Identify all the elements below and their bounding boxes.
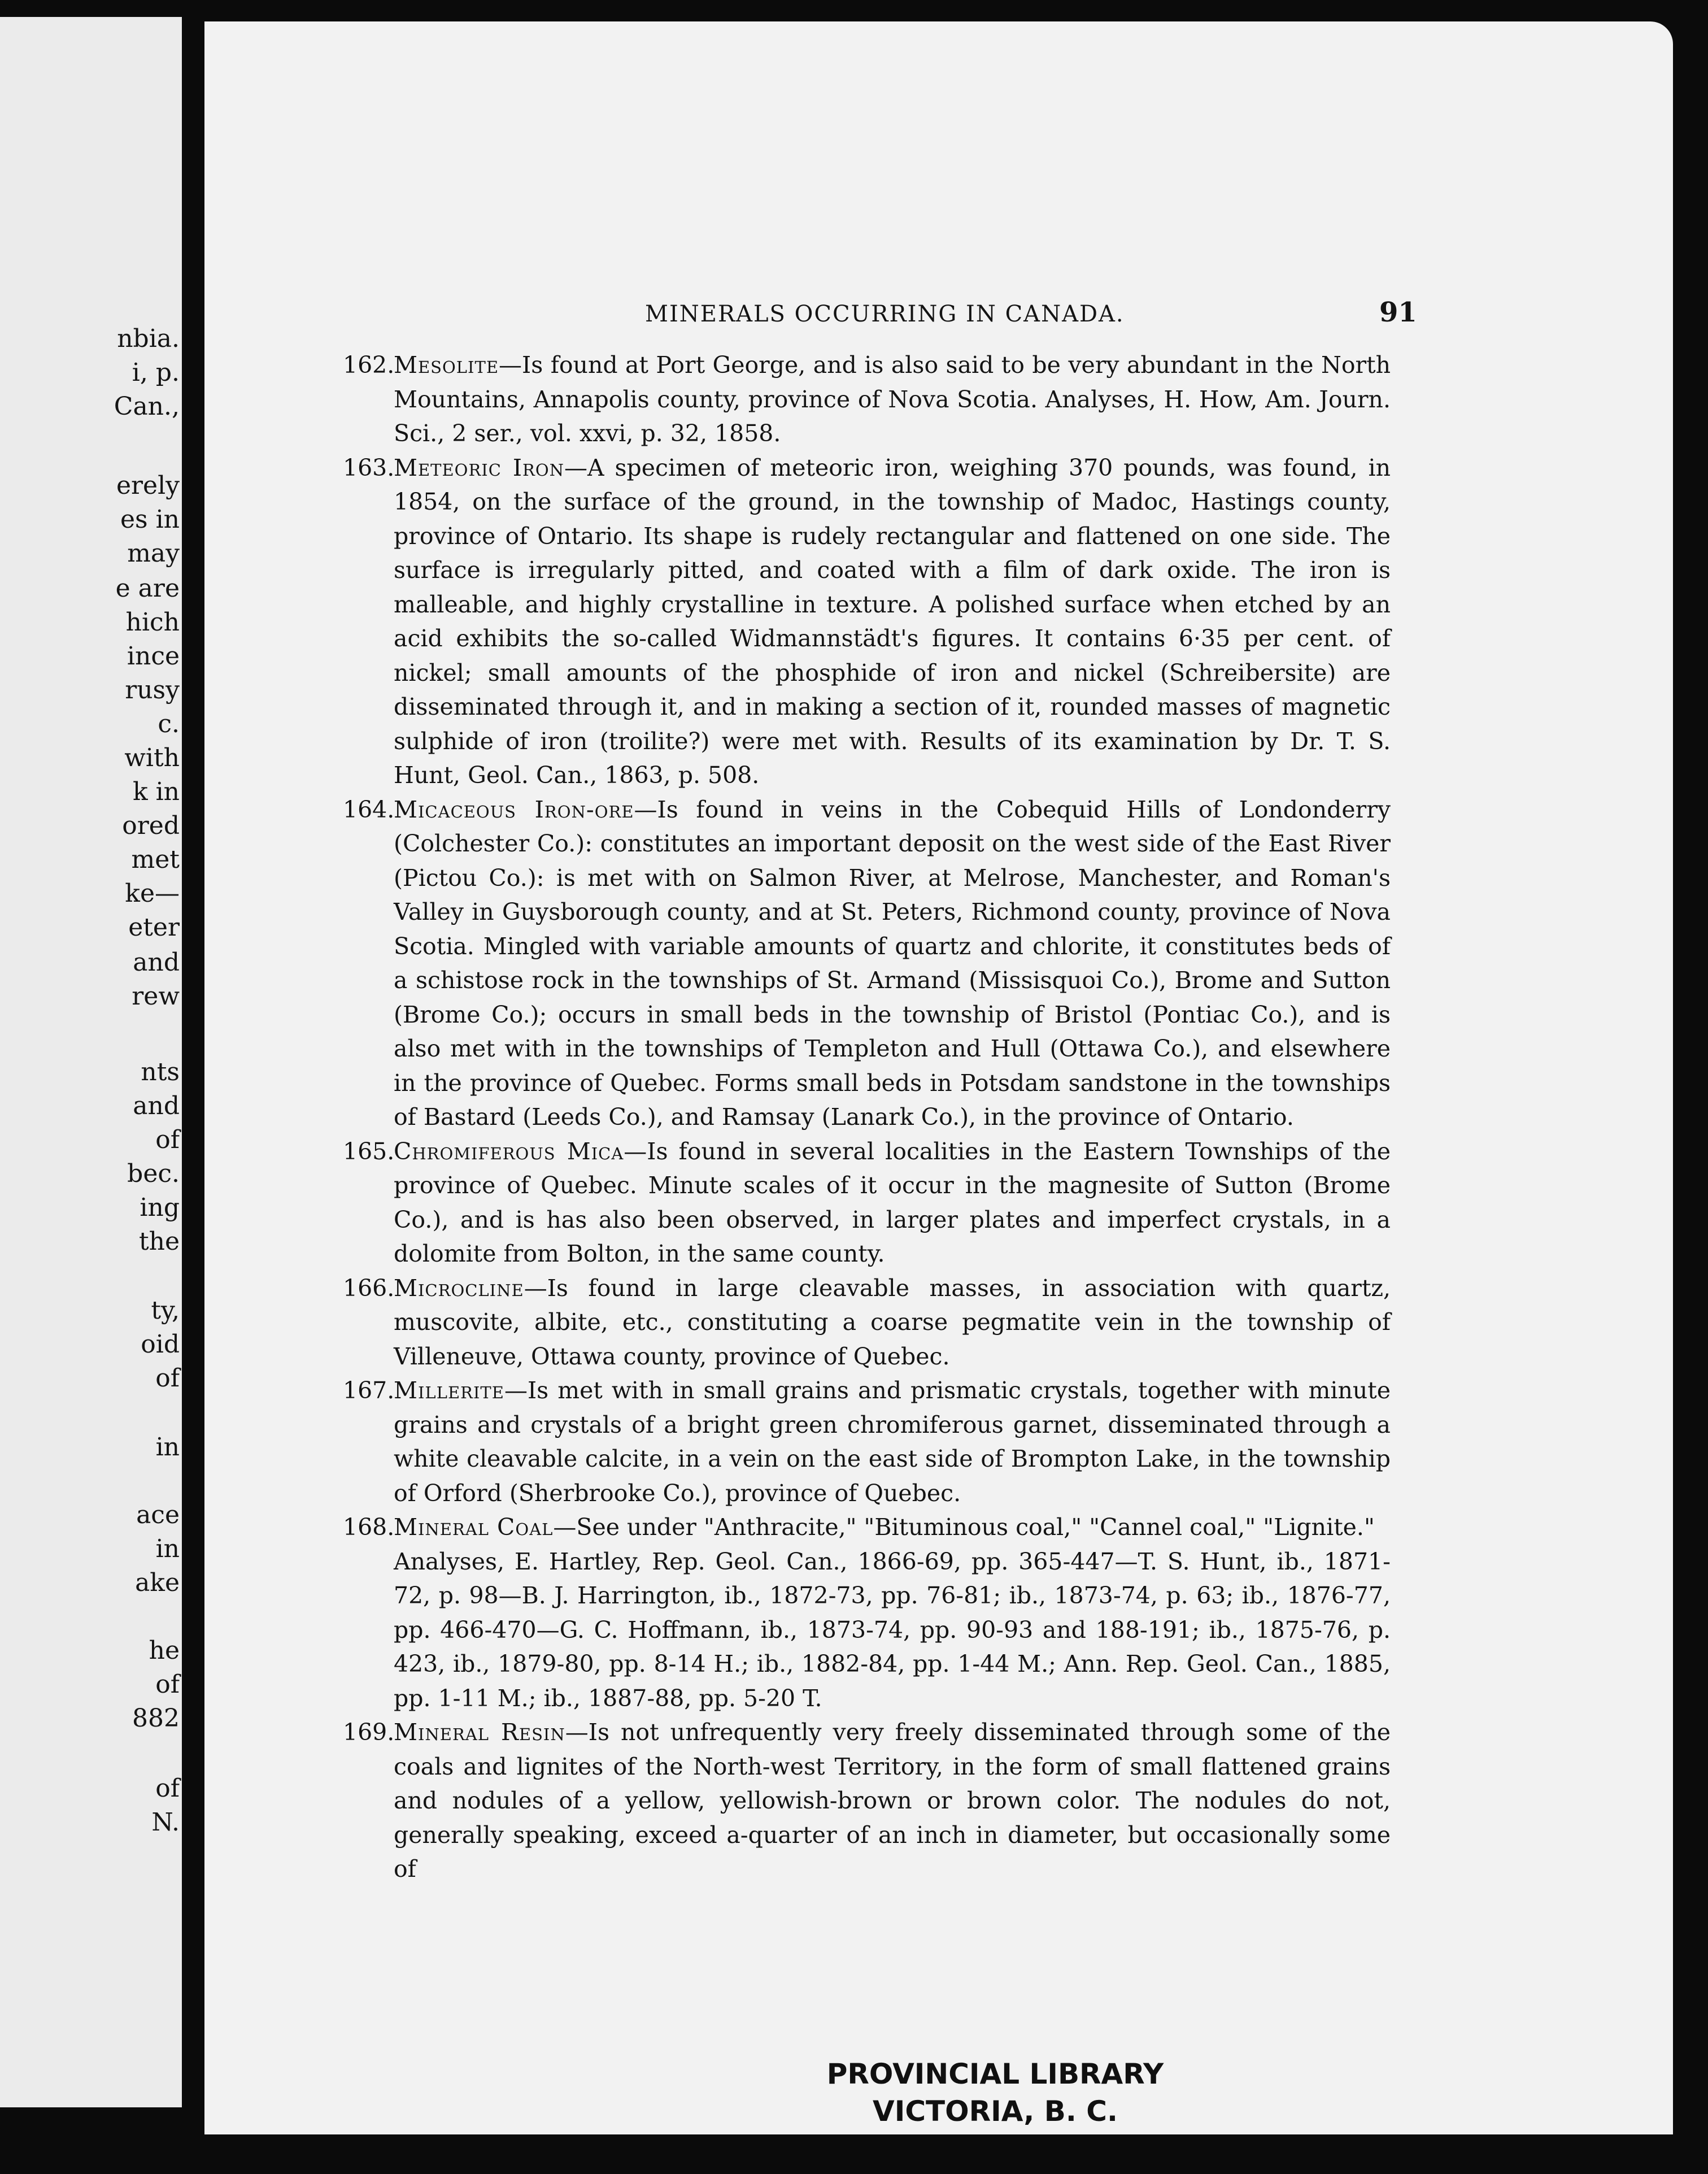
facing-page-line: Can.,	[114, 392, 180, 421]
facing-page-line: met	[131, 845, 180, 874]
stamp-line-2: VICTORIA, B. C.	[873, 2095, 1118, 2128]
entry-162	[343, 348, 1391, 451]
facing-page-line: the	[138, 1227, 180, 1256]
facing-page-line: and	[133, 948, 180, 977]
facing-page-line: may	[127, 539, 180, 568]
facing-page-line: 882	[132, 1704, 180, 1733]
facing-page-line: N.	[151, 1808, 180, 1837]
facing-page-line: c.	[158, 710, 180, 738]
facing-page-line: with	[124, 743, 180, 772]
facing-page-line: hich	[125, 608, 180, 637]
entry-168	[343, 1510, 1391, 1715]
facing-page-fragment	[0, 17, 182, 2107]
facing-page-line: of	[155, 1670, 180, 1699]
facing-page-line: of	[155, 1125, 180, 1154]
entry-title: Chromiferous Mica	[394, 1137, 624, 1165]
entry-text: —Is not unfrequently very freely disseminated through some of the coals and lignites of the North-west Territory, in the form of small flattened grains and nodules of a yellow, yellowish-brown or brown color. The nodules do not, generally speaking, exceed a-quarter of an inch in diameter, but occasionally some of	[394, 1719, 1391, 1882]
stamp-line-1: PROVINCIAL LIBRARY	[826, 2058, 1164, 2090]
facing-page-line: ake	[135, 1568, 180, 1597]
entry-number: 164.	[343, 795, 395, 823]
facing-page-line: i, p.	[132, 358, 180, 387]
facing-page-line: ty,	[151, 1296, 180, 1325]
entry-166	[343, 1271, 1391, 1374]
facing-page-line: ored	[122, 811, 180, 840]
entry-title: Mesolite	[394, 351, 499, 379]
facing-page-line: ince	[127, 642, 180, 671]
entry-title: Mineral Resin	[394, 1719, 565, 1746]
entry-169	[343, 1715, 1391, 1886]
facing-page-line: k in	[132, 777, 180, 806]
entry-text: —Is found in large cleavable masses, in association with quartz, muscovite, albite, etc., constituting a coarse pegmatite vein in the township of Villeneuve, Ottawa county, province of Quebec.	[394, 1274, 1391, 1370]
entry-text: —Is met with in small grains and prismatic crystals, together with minute grains and crystals of a bright green chromiferous garnet, disseminated through a white cleavable calcite, in a vein on the east side of Brompton Lake, in the township of Orford (Sherbrooke Co.), province of Quebec.	[394, 1377, 1391, 1507]
facing-page-line: erely	[116, 471, 180, 500]
entry-text: —A specimen of meteoric iron, weighing 370 pounds, was found, in 1854, on the surface of the ground, in the township of Madoc, Hastings county, province of Ontario. Its shape is rudely rectangular and flattened on one side. The surface is irregularly pitted, and coated with a film of dark oxide. The iron is malleable, and highly crystalline in texture. A polished surface when etched by an acid exhibits the so-called Widmannstädt's figures. It contains 6·35 per cent. of nickel; small amounts of the phosphide of iron and nickel (Schreibersite) are disseminated through it, and in making a section of it, rounded masses of magnetic sulphide of iron (troilite?) were met with. Results of its examination by Dr. T. S. Hunt, Geol. Can., 1863, p. 508.	[394, 454, 1391, 789]
entry-number: 165.	[343, 1137, 395, 1165]
entry-title: Mineral Coal	[394, 1514, 554, 1541]
facing-page-line: oid	[141, 1330, 180, 1359]
entry-number: 162.	[343, 351, 395, 379]
entry-number: 166.	[343, 1274, 395, 1302]
library-stamp	[814, 2055, 1176, 2130]
facing-page-line: e are	[115, 574, 180, 603]
facing-page-line: bec.	[127, 1159, 180, 1188]
entry-title: Millerite	[394, 1377, 504, 1404]
facing-page-line: of	[155, 1364, 180, 1393]
facing-page-line: ke—	[125, 879, 180, 908]
facing-page-line: he	[149, 1636, 180, 1665]
facing-page-line: nbia.	[117, 324, 180, 353]
page-body	[343, 348, 1391, 1886]
book-page	[204, 21, 1673, 2134]
running-title: MINERALS OCCURRING IN CANADA.	[645, 301, 1125, 327]
facing-page-line: eter	[128, 913, 180, 942]
entry-text: —Is found in several localities in the Eastern Townships of the province of Quebec. Minute scales of it occur in the magnesite of Sutton (Brome Co.), and is has also been observed, in larger plates and imperfect crystals, in a dolomite from Bolton, in the same county.	[394, 1137, 1391, 1267]
facing-page-line: in	[155, 1433, 180, 1462]
facing-page-line: nts	[141, 1058, 180, 1086]
entry-title: Meteoric Iron	[394, 454, 564, 481]
entry-163	[343, 451, 1391, 793]
entry-167	[343, 1373, 1391, 1510]
facing-page-line: es in	[120, 505, 180, 534]
entry-number: 163.	[343, 454, 395, 481]
facing-page-line: of	[155, 1774, 180, 1803]
entry-text: —Is found in veins in the Cobequid Hills of Londonderry (Colchester Co.): constitutes an important deposit on the west side of the East River (Pictou Co.): is met with on Salmon River, at Melrose, Manchester, and Roman's Valley in Guysborough county, and at St. Peters, Richmond county, province of Nova Scotia. Mingled with variable amounts of quartz and chlorite, it constitutes beds of a schistose rock in the townships of St. Armand (Missisquoi Co.), Brome and Sutton (Brome Co.); occurs in small beds in the township of Bristol (Pontiac Co.), and is also met with in the townships of Templeton and Hull (Ottawa Co.), and elsewhere in the province of Quebec. Forms small beds in Potsdam sandstone in the townships of Bastard (Leeds Co.), and Ramsay (Lanark Co.), in the province of Ontario.	[394, 795, 1391, 1131]
facing-page-line: in	[155, 1534, 180, 1563]
facing-page-line: rew	[132, 982, 180, 1011]
entry-title: Micaceous Iron-ore	[394, 795, 634, 823]
entry-165	[343, 1134, 1391, 1271]
facing-page-line: and	[133, 1092, 180, 1120]
entry-title: Microcline	[394, 1274, 524, 1302]
entry-number: 168.	[343, 1514, 395, 1541]
entry-number: 167.	[343, 1377, 395, 1404]
facing-page-line: ace	[136, 1501, 180, 1529]
facing-page-line: ing	[140, 1193, 180, 1222]
entry-text: —Is found at Port George, and is also said to be very abundant in the North Mountains, Annapolis county, province of Nova Scotia. Analyses, H. How, Am. Journ. Sci., 2 ser., vol. xxvi, p. 32, 1858.	[394, 351, 1391, 447]
entry-text: —See under "Anthracite," "Bituminous coal," "Cannel coal," "Lignite."	[553, 1514, 1375, 1541]
facing-page-line: rusy	[125, 676, 180, 705]
entry-number: 169.	[343, 1719, 395, 1746]
entry-164	[343, 793, 1391, 1134]
entry-analyses: Analyses, E. Hartley, Rep. Geol. Can., 1866-69, pp. 365-447—T. S. Hunt, ib., 1871-72, p. 98—B. J. Harrington, ib., 1872-73, pp. 76-81; ib., 1873-74, p. 63; ib., 1876-77, pp. 466-470—G. C. Hoffmann, ib., 1873-74, pp. 90-93 and 188-191; ib., 1875-76, p. 423, ib., 1879-80, pp. 8-14 H.; ib., 1882-84, pp. 1-44 M.; Ann. Rep. Geol. Can., 1885, pp. 1-11 M.; ib., 1887-88, pp. 5-20 T.	[394, 1547, 1391, 1712]
page-number: 91	[1379, 297, 1417, 328]
